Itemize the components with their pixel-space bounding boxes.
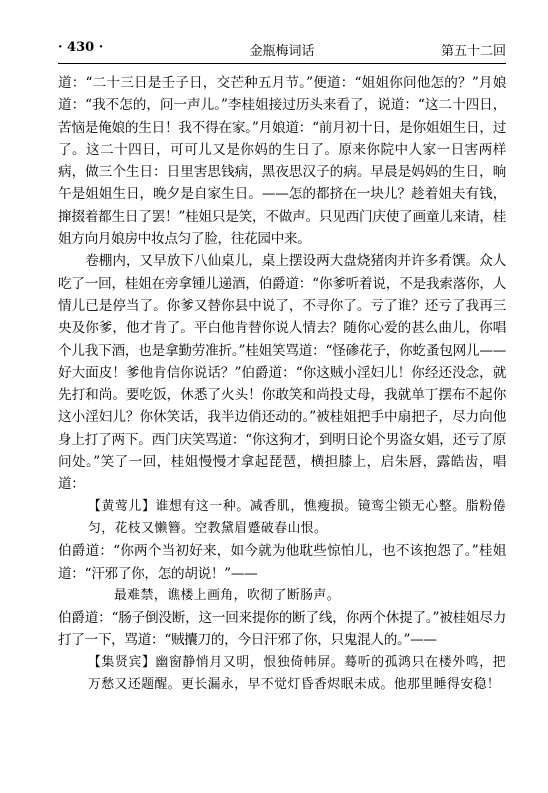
chapter-title: 第五十二回: [440, 44, 506, 59]
page-header: [58, 40, 506, 60]
paragraph: 道：“二十三日是壬子日，交芒种五月节。”便道：“姐姐你问他怎的？”月娘道：“我不怎的，问一声儿。”李桂姐接过历头来看了，说道：“这二十四日，苦恼是俺娘的生日！我不得在家。”月娘道：“前月初十日，是你姐姐生日，过了。这二十四日，可可儿又是你妈的生日了。原来你院中人家一日害两样病，做三个生日：日里害思钱病，黑夜思汉子的病。早晨是妈妈的生日，晌午是姐姐生日，晚夕是自家生日。——怎的都挤在一块儿？趁着姐夫有钱，撺掇着都生日了罢！”桂姐只是笑，不做声。只见西门庆使了画童儿来请，桂姐方向月娘房中妆点匀了脸，往花园中来。: [58, 75, 506, 248]
song-lyric: 【集贤宾】幽窗静悄月又明，恨独倚帏屏。蓦听的孤鸿只在楼外鸣，把万愁又还题醒。更长漏永，早不觉灯昏香烬眠未成。他那里睡得安稳！: [88, 654, 506, 693]
book-title: 金瓶梅词话: [249, 44, 315, 59]
song-lyric: 【黄莺儿】谁想有这一种。减香肌，憔瘦损。镜鸾尘锁无心整。脂粉倦匀，花枝又懒簪。空教黛眉蹙破春山恨。: [88, 498, 506, 536]
page-number: · 430 ·: [58, 40, 104, 55]
paragraph: 伯爵道：“你两个当初好来，如今就为他耽些惊怕儿，也不该抱怨了。”桂姐道：“汗邪了你，怎的胡说！”——: [58, 543, 506, 582]
song-lyric: 最难禁，谯楼上画角，吹彻了断肠声。: [114, 587, 341, 603]
paragraph: 卷棚内，又早放下八仙桌儿，桌上摆设两大盘烧猪肉并许多肴馔。众人吃了一回，桂姐在旁拿锺儿递酒，伯爵道：“你爹听着说，不是我索落你，人情儿已是停当了。你爹又替你县中说了，不寻你了。亏了谁？还亏了我再三央及你爹，他才肯了。平白他肯替你说人情去？随你心爱的甚么曲儿，你唱个儿我下酒，也是拿勤劳准折。”桂姐笑骂道：“怪碜花子，你虼蚤包网儿——好大面皮！爹他肯信你说话？”伯爵道：“你这贼小淫妇儿！你经还没念，就先打和尚。要吃饭，休悉了火头！你敢笑和尚投丈母，我就单丁摆布不起你这小淫妇儿？你休笑话，我半边俏还动的。”被桂姐把手中扇把子，尽力向他身上打了两下。西门庆笑骂道：“你这狗才，到明日论个男盗女娼，还亏了原问处。”笑了一回，桂姐慢慢才拿起琵琶，横担膝上，启朱唇，露皓齿，唱道：: [58, 253, 506, 493]
page-body: [58, 72, 506, 696]
header-rule: [58, 63, 506, 64]
paragraph: 伯爵道：“肠子倒没断，这一回来提你的断了线，你两个休提了。”被桂姐尽力打了一下，骂道：“贼攮刀的，今日汗邪了你，只鬼混人的。”——: [58, 610, 506, 649]
